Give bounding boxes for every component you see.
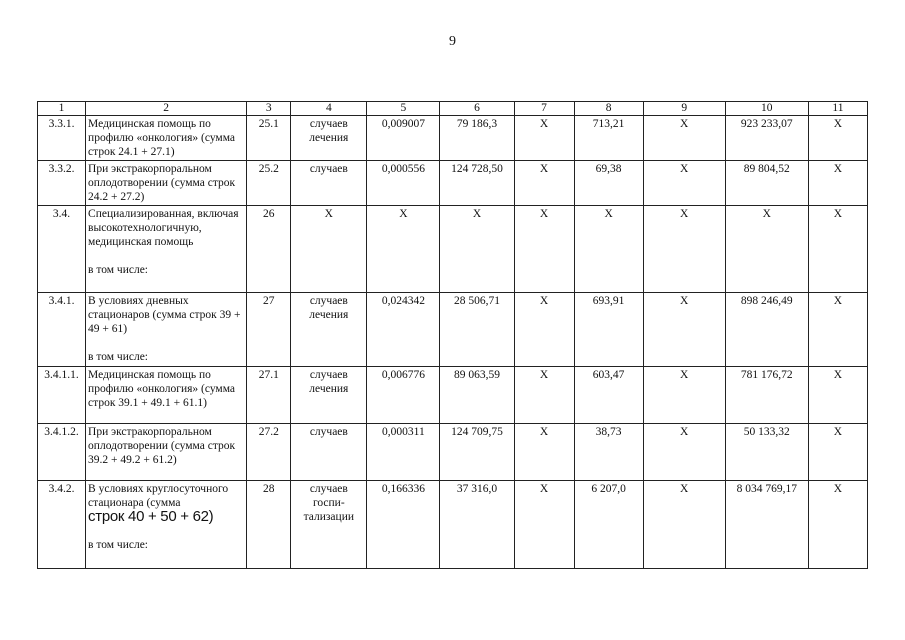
cell-col6: 124 728,50: [440, 161, 514, 206]
cell-col10: Х: [725, 206, 808, 293]
cell-col5: 0,000311: [367, 424, 440, 481]
row-line: 25.1: [247, 116, 291, 161]
cell-col11: Х: [808, 116, 867, 161]
row-code: 3.3.2.: [38, 161, 86, 206]
row-code: 3.4.2.: [38, 481, 86, 569]
row-unit: случаев лечения: [291, 116, 367, 161]
cell-col8: 6 207,0: [574, 481, 643, 569]
cell-col9: Х: [643, 206, 725, 293]
header-cell: 3: [247, 102, 291, 116]
header-cell: 7: [514, 102, 574, 116]
row-code: 3.4.: [38, 206, 86, 293]
data-table: [37, 101, 868, 569]
header-cell: 4: [291, 102, 367, 116]
cell-col5: 0,006776: [367, 367, 440, 424]
row-name-text: Специализированная, включая высокотехнологичную, медицинская помощь: [88, 208, 239, 248]
cell-col5: 0,166336: [367, 481, 440, 569]
cell-col10: 898 246,49: [725, 293, 808, 367]
cell-col11: Х: [808, 481, 867, 569]
row-name: [86, 367, 247, 424]
header-cell: 2: [86, 102, 247, 116]
row-name: [86, 161, 247, 206]
cell-col10: 50 133,32: [725, 424, 808, 481]
cell-col6: 37 316,0: [440, 481, 514, 569]
cell-col8: 69,38: [574, 161, 643, 206]
cell-col6: 89 063,59: [440, 367, 514, 424]
table-row: [38, 367, 868, 424]
cell-col5: 0,000556: [367, 161, 440, 206]
cell-col9: Х: [643, 116, 725, 161]
cell-col8: Х: [574, 206, 643, 293]
row-unit: случаев лечения: [291, 293, 367, 367]
cell-col7: Х: [514, 206, 574, 293]
row-line: 28: [247, 481, 291, 569]
cell-col11: Х: [808, 206, 867, 293]
cell-col5: Х: [367, 206, 440, 293]
cell-col5: 0,009007: [367, 116, 440, 161]
cell-col9: Х: [643, 367, 725, 424]
cell-col6: 79 186,3: [440, 116, 514, 161]
cell-col11: Х: [808, 367, 867, 424]
row-unit: случаев: [291, 161, 367, 206]
cell-col9: Х: [643, 161, 725, 206]
header-cell: 6: [440, 102, 514, 116]
header-cell: 5: [367, 102, 440, 116]
table-row: [38, 481, 868, 569]
cell-col10: 781 176,72: [725, 367, 808, 424]
cell-col11: Х: [808, 161, 867, 206]
row-name-text: При экстракорпоральном оплодотворении (сумма строк 24.2 + 27.2): [88, 163, 236, 203]
table-row: [38, 161, 868, 206]
cell-col8: 603,47: [574, 367, 643, 424]
cell-col7: Х: [514, 367, 574, 424]
row-line: 27: [247, 293, 291, 367]
row-unit: случаев лечения: [291, 367, 367, 424]
cell-col7: Х: [514, 116, 574, 161]
table-row: [38, 424, 868, 481]
row-name-text: Медицинская помощь по профилю «онкология» (сумма строк 39.1 + 49.1 + 61.1): [88, 369, 236, 409]
row-name: [86, 206, 247, 293]
row-code: 3.4.1.: [38, 293, 86, 367]
row-name-text-continued: строк 40 + 50 + 62): [88, 508, 214, 525]
row-name: [86, 293, 247, 367]
row-unit: Х: [291, 206, 367, 293]
table-row: [38, 206, 868, 293]
cell-col9: Х: [643, 424, 725, 481]
table-row: [38, 293, 868, 367]
row-name: [86, 424, 247, 481]
cell-col5: 0,024342: [367, 293, 440, 367]
row-unit: случаев: [291, 424, 367, 481]
cell-col11: Х: [808, 293, 867, 367]
cell-col7: Х: [514, 161, 574, 206]
row-code: 3.4.1.1.: [38, 367, 86, 424]
row-code: 3.3.1.: [38, 116, 86, 161]
row-subtitle: в том числе:: [88, 539, 148, 551]
row-unit: случаев госпи-тализации: [291, 481, 367, 569]
cell-col10: 89 804,52: [725, 161, 808, 206]
cell-col8: 713,21: [574, 116, 643, 161]
row-name-text: В условиях дневных стационаров (сумма строк 39 + 49 + 61): [88, 295, 241, 335]
cell-col10: 8 034 769,17: [725, 481, 808, 569]
cell-col6: Х: [440, 206, 514, 293]
cell-col6: 28 506,71: [440, 293, 514, 367]
header-cell: 10: [725, 102, 808, 116]
row-name: [86, 481, 247, 569]
row-subtitle: в том числе:: [88, 264, 148, 276]
row-name-text: В условиях круглосуточного стационара (сумма: [88, 483, 229, 509]
cell-col11: Х: [808, 424, 867, 481]
row-line: 26: [247, 206, 291, 293]
row-code: 3.4.1.2.: [38, 424, 86, 481]
header-cell: 9: [643, 102, 725, 116]
cell-col7: Х: [514, 424, 574, 481]
cell-col9: Х: [643, 481, 725, 569]
cell-col8: 38,73: [574, 424, 643, 481]
header-cell: 1: [38, 102, 86, 116]
header-cell: 11: [808, 102, 867, 116]
cell-col7: Х: [514, 293, 574, 367]
row-name-text: При экстракорпоральном оплодотворении (сумма строк 39.2 + 49.2 + 61.2): [88, 426, 236, 466]
cell-col9: Х: [643, 293, 725, 367]
cell-col8: 693,91: [574, 293, 643, 367]
row-line: 27.2: [247, 424, 291, 481]
row-line: 27.1: [247, 367, 291, 424]
cell-col7: Х: [514, 481, 574, 569]
cell-col10: 923 233,07: [725, 116, 808, 161]
row-line: 25.2: [247, 161, 291, 206]
header-row: [38, 102, 868, 116]
row-name-text: Медицинская помощь по профилю «онкология» (сумма строк 24.1 + 27.1): [88, 118, 236, 158]
page-number: 9: [449, 34, 456, 49]
row-name: [86, 116, 247, 161]
cell-col6: 124 709,75: [440, 424, 514, 481]
header-cell: 8: [574, 102, 643, 116]
row-subtitle: в том числе:: [88, 351, 148, 363]
table-row: [38, 116, 868, 161]
